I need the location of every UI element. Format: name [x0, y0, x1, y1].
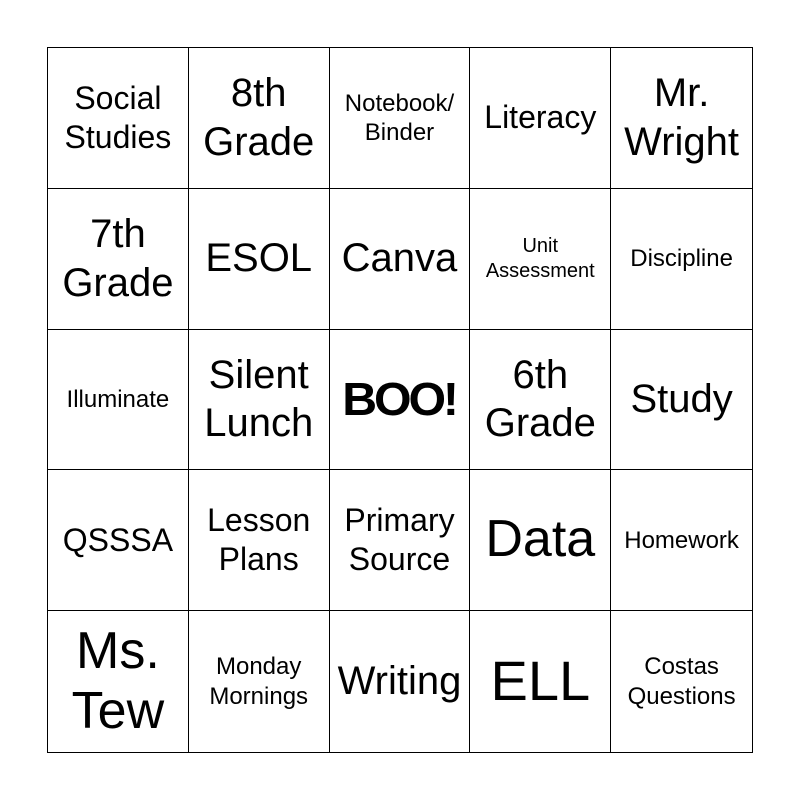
bingo-cell[interactable] — [189, 330, 330, 471]
bingo-cell[interactable] — [48, 189, 189, 330]
cell-label: Notebook/ Binder — [344, 89, 455, 146]
cell-label: Illuminate — [66, 385, 170, 413]
cell-label: Primary Source — [344, 502, 455, 578]
cell-label: Literacy — [484, 99, 597, 136]
cell-label: Canva — [341, 236, 458, 281]
cell-label: Unit Assessment — [485, 235, 595, 282]
bingo-board — [47, 47, 753, 753]
cell-label: Homework — [624, 526, 739, 554]
bingo-cell[interactable] — [611, 470, 752, 611]
cell-label: 6th Grade — [484, 352, 596, 446]
cell-label: Mr. Wright — [624, 71, 740, 164]
bingo-cell[interactable] — [48, 611, 189, 752]
bingo-cell[interactable] — [189, 48, 330, 189]
cell-label: Study — [630, 377, 733, 422]
bingo-cell[interactable] — [470, 470, 611, 611]
cell-label: Discipline — [630, 245, 733, 273]
bingo-cell[interactable] — [330, 470, 471, 611]
cell-label: Silent Lunch — [204, 352, 314, 446]
bingo-cell[interactable] — [189, 470, 330, 611]
bingo-cell[interactable] — [611, 189, 752, 330]
bingo-cell[interactable] — [330, 48, 471, 189]
cell-label: Social Studies — [64, 79, 172, 155]
bingo-cell[interactable] — [470, 330, 611, 471]
cell-label: 7th Grade — [62, 211, 174, 305]
cell-label: ESOL — [205, 236, 313, 281]
cell-label: 8th Grade — [203, 71, 315, 164]
cell-label: Data — [485, 510, 596, 569]
bingo-cell[interactable] — [48, 330, 189, 471]
cell-label: QSSSA — [62, 521, 174, 558]
bingo-cell[interactable] — [611, 48, 752, 189]
bingo-cell[interactable] — [48, 48, 189, 189]
free-space-label: BOO! — [342, 373, 457, 426]
bingo-cell[interactable] — [48, 470, 189, 611]
cell-label: Monday Mornings — [209, 653, 309, 710]
cell-label: Costas Questions — [627, 653, 736, 710]
bingo-cell[interactable] — [470, 189, 611, 330]
bingo-cell[interactable] — [330, 611, 471, 752]
bingo-cell[interactable] — [470, 611, 611, 752]
bingo-cell[interactable] — [611, 611, 752, 752]
bingo-free-space[interactable] — [330, 330, 471, 471]
bingo-cell[interactable] — [189, 189, 330, 330]
bingo-cell[interactable] — [330, 189, 471, 330]
cell-label: Ms. Tew — [71, 621, 165, 740]
bingo-cell[interactable] — [470, 48, 611, 189]
bingo-cell[interactable] — [611, 330, 752, 471]
cell-label: ELL — [490, 649, 591, 713]
cell-label: Writing — [337, 659, 462, 704]
bingo-cell[interactable] — [189, 611, 330, 752]
cell-label: Lesson Plans — [207, 502, 311, 578]
